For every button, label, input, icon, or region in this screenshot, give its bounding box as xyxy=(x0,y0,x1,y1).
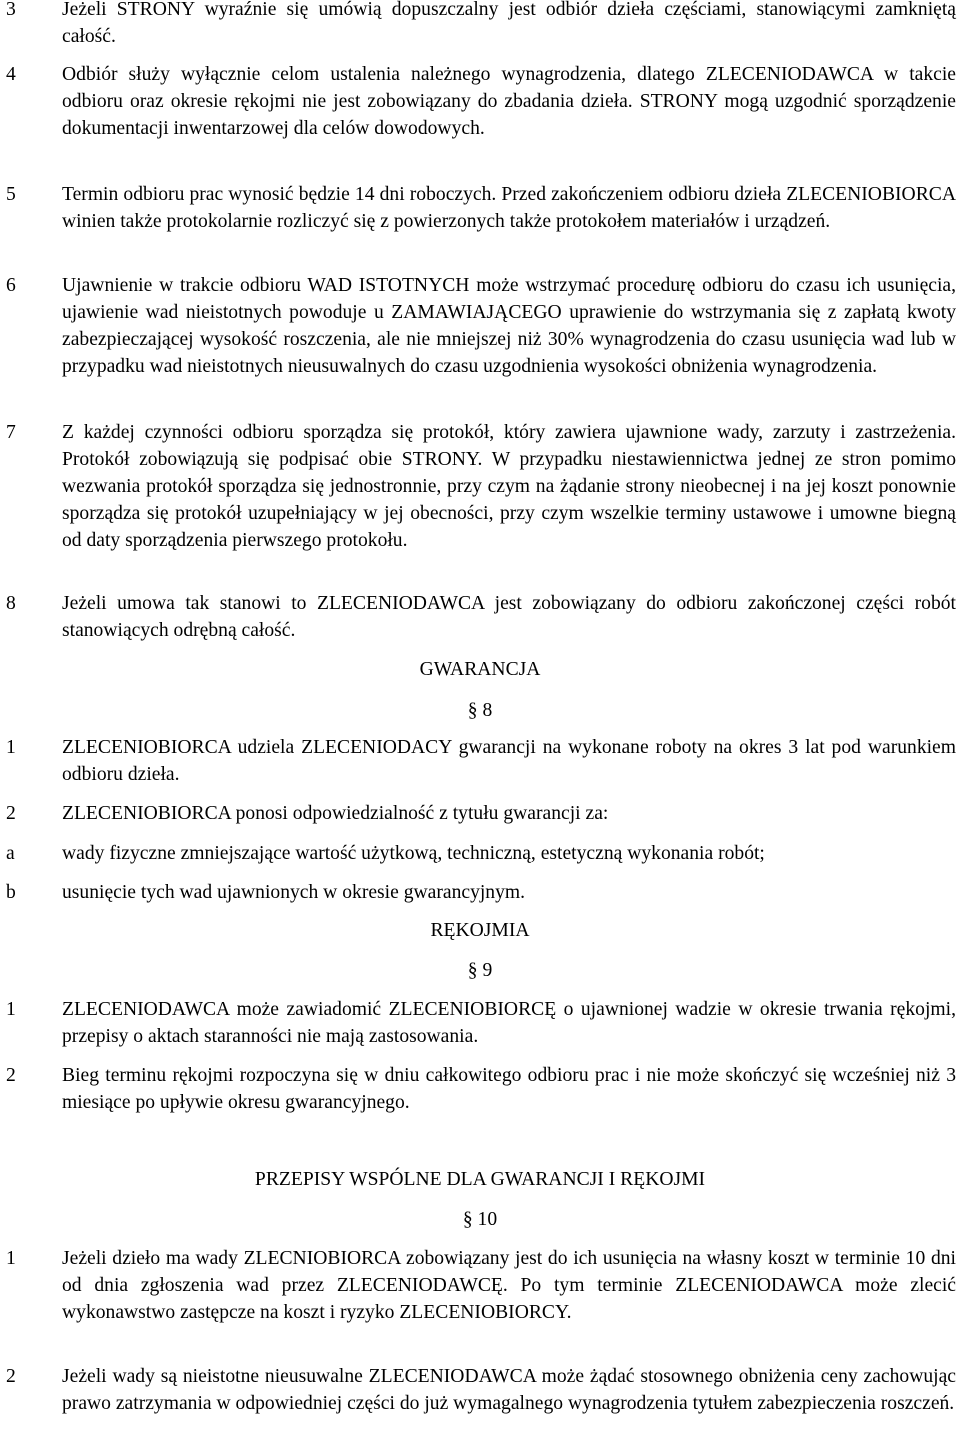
item-number: a xyxy=(6,843,15,864)
list-item xyxy=(6,734,956,788)
item-number: 1 xyxy=(6,1248,16,1269)
item-text: Bieg terminu rękojmi rozpoczyna się w dniu całkowitego odbioru prac i nie może skończyć się wcześniej niż 3 miesiące po upływie okresu gwarancyjnego. xyxy=(62,1065,956,1113)
section-paragraph-number: § 9 xyxy=(467,960,493,981)
item-text: wady fizyczne zmniejszające wartość użytkową, techniczną, estetyczną wykonania robót; xyxy=(62,843,765,864)
list-item xyxy=(6,800,956,827)
section-paragraph-number: § 8 xyxy=(467,700,493,721)
list-item xyxy=(6,1245,956,1326)
list-item xyxy=(6,0,956,50)
section-heading-gwarancja: GWARANCJA xyxy=(419,659,541,680)
item-number: 2 xyxy=(6,1366,16,1387)
item-text: usunięcie tych wad ujawnionych w okresie gwarancyjnym. xyxy=(62,882,526,903)
item-text: Termin odbioru prac wynosić będzie 14 dni roboczych. Przed zakończeniem odbioru dzieła ZLECENIOBIORCA winien także protokolarnie rozliczyć się z powierzonych także protokołem materiałów i urządzeń. xyxy=(62,184,956,232)
item-number: 3 xyxy=(6,0,16,20)
item-text: Jeżeli STRONY wyraźnie się umówią dopuszczalny jest odbiór dzieła częściami, stanowiącymi zamkniętą całość. xyxy=(62,0,956,47)
item-number: 6 xyxy=(6,275,16,296)
item-text: Z każdej czynności odbioru sporządza się protokół, który zawiera ujawnione wady, zarzuty i zastrzeżenia. Protokół zobowiązują się podpisać obie STRONY. W przypadku niestawiennictwa jednej ze stron pomimo wezwania protokół sporządza się jednostronnie, przy czym na żądanie strony nieobecnej i na jej koszt ponownie sporządza się protokół uzupełniający w jej obecności, przy czym wszelkie terminy ustawowe i umowne biegną od daty sporządzenia pierwszego protokołu. xyxy=(62,422,956,551)
item-text: Jeżeli dzieło ma wady ZLECNIOBIORCA zobowiązany jest do ich usunięcia na własny koszt w terminie 10 dni od dnia zgłoszenia wad przez ZLECENIODAWCĘ. Po tym terminie ZLECENIODAWCA może zlecić wykonawstwo zastępcze na koszt i ryzyko ZLECENIOBIORCY. xyxy=(62,1248,956,1323)
list-item xyxy=(6,1363,956,1417)
item-number: 5 xyxy=(6,184,16,205)
section-paragraph-number: § 10 xyxy=(462,1209,498,1230)
list-item xyxy=(6,272,956,380)
item-text: Jeżeli wady są nieistotne nieusuwalne ZLECENIODAWCA może żądać stosownego obniżenia ceny zachowując prawo zatrzymania w odpowiedniej części do już wymagalnego wynagrodzenia tytułem zabezpieczenia roszczeń. xyxy=(62,1366,956,1414)
item-number: 1 xyxy=(6,999,16,1020)
list-item xyxy=(6,996,956,1050)
list-item xyxy=(6,1062,956,1116)
list-item xyxy=(6,181,956,235)
list-item xyxy=(6,61,956,142)
list-item xyxy=(6,590,956,644)
list-item xyxy=(6,840,956,867)
item-text: Odbiór służy wyłącznie celom ustalenia należnego wynagrodzenia, dlatego ZLECENIODAWCA w takcie odbioru oraz okresie rękojmi nie jest zobowiązany do zbadania dzieła. STRONY mogą uzgodnić sporządzenie dokumentacji inwentarzowej dla celów dowodowych. xyxy=(62,64,956,139)
list-item xyxy=(6,419,956,554)
item-text: ZLECENIODAWCA może zawiadomić ZLECENIOBIORCĘ o ujawnionej wadzie w okresie trwania rękojmi, przepisy o aktach staranności nie mają zastosowania. xyxy=(62,999,956,1047)
item-number: 8 xyxy=(6,593,16,614)
list-item xyxy=(6,879,956,906)
item-text: Jeżeli umowa tak stanowi to ZLECENIODAWCA jest zobowiązany do odbioru zakończonej części robót stanowiących odrębną całość. xyxy=(62,593,956,641)
item-number: 7 xyxy=(6,422,16,443)
item-number: 2 xyxy=(6,1065,16,1086)
item-text: Ujawnienie w trakcie odbioru WAD ISTOTNYCH może wstrzymać procedurę odbioru do czasu ich usunięcia, ujawienie wad nieistotnych powoduje u ZAMAWIAJĄCEGO uprawienie do wstrzymania się z zapłatą kwoty zabezpieczającej wysokość roszczenia, ale nie mniejszej niż 30% wynagrodzenia do czasu usunięcia wad lub w przypadku wad nieistotnych nieusuwalnych do czasu uzgodnienia wysokości obniżenia wynagrodzenia. xyxy=(62,275,956,377)
item-number: b xyxy=(6,882,16,903)
item-number: 4 xyxy=(6,64,16,85)
section-heading-przepisy-wspolne: PRZEPISY WSPÓLNE DLA GWARANCJI I RĘKOJMI xyxy=(254,1169,706,1190)
item-text: ZLECENIOBIORCA udziela ZLECENIODACY gwarancji na wykonane roboty na okres 3 lat pod warunkiem odbioru dzieła. xyxy=(62,737,956,785)
item-text: ZLECENIOBIORCA ponosi odpowiedzialność z tytułu gwarancji za: xyxy=(62,803,609,824)
item-number: 1 xyxy=(6,737,16,758)
section-heading-rekojmia: RĘKOJMIA xyxy=(430,920,530,941)
item-number: 2 xyxy=(6,803,16,824)
